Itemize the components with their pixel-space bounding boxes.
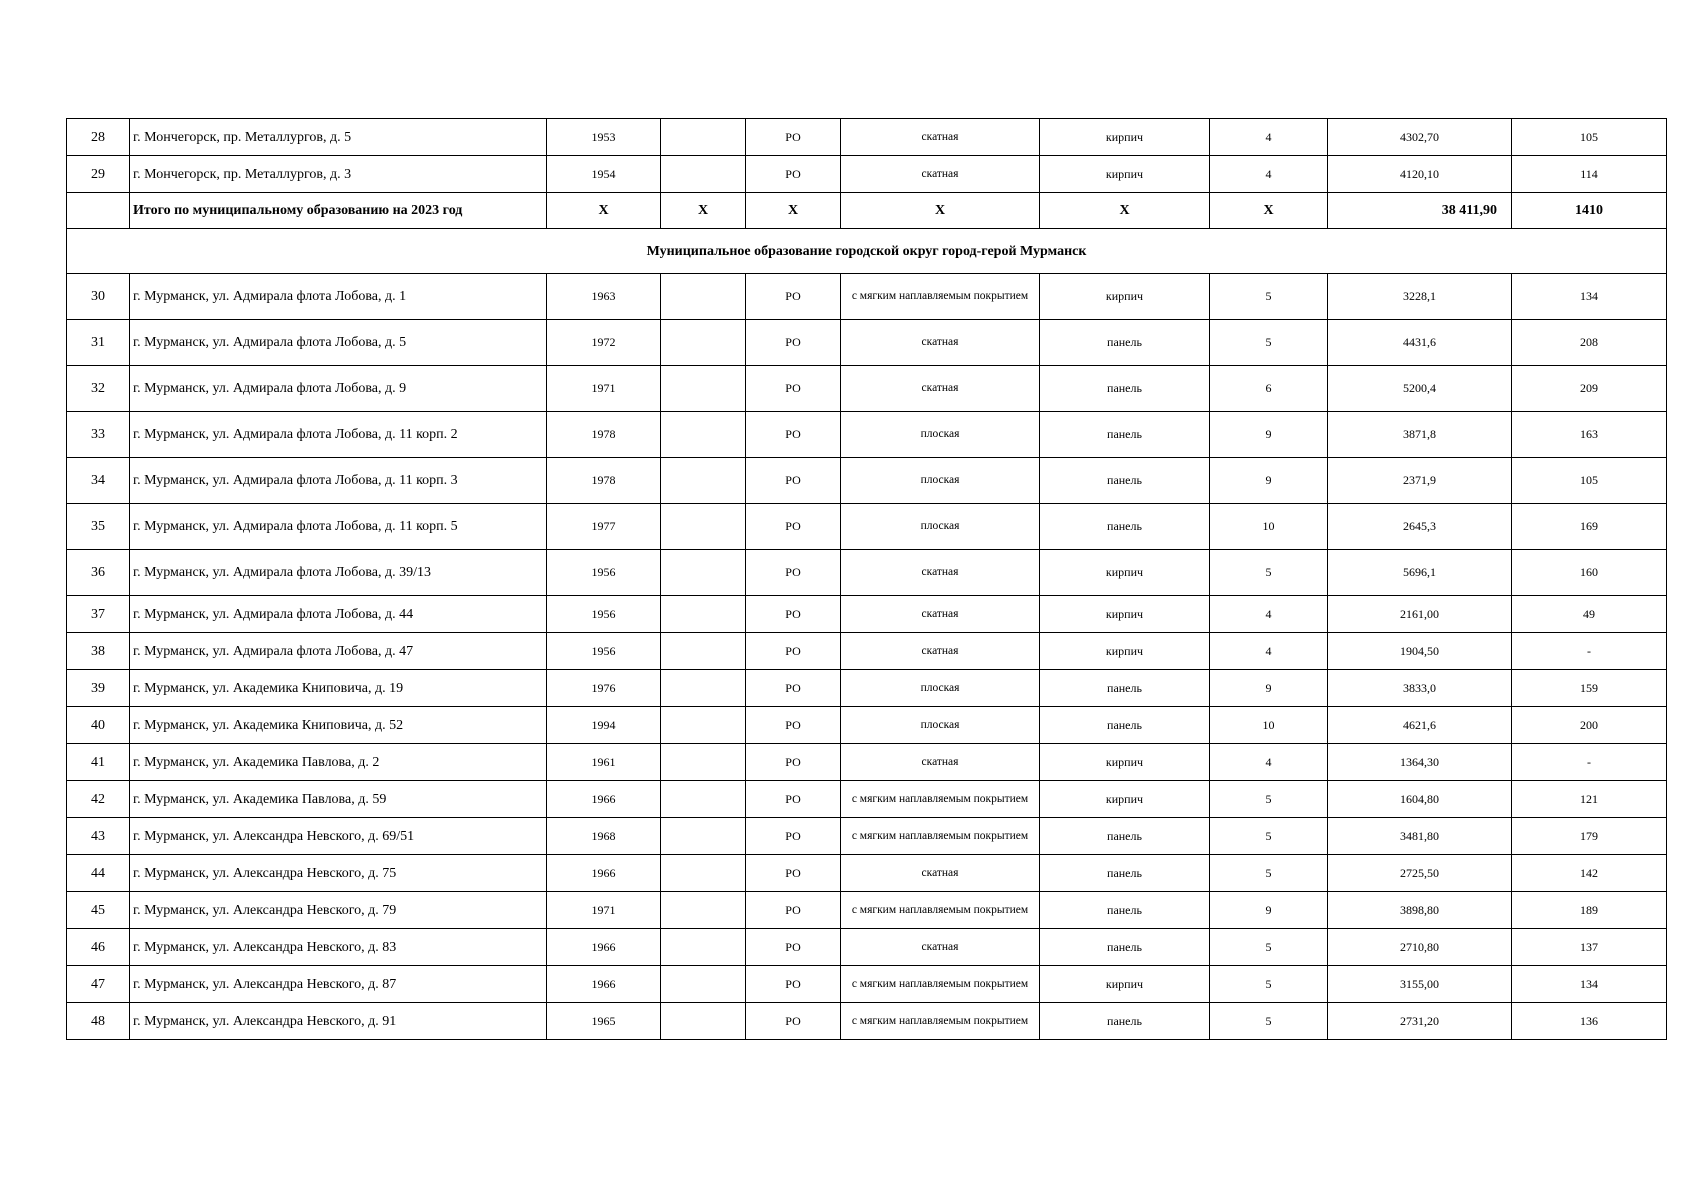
row-number: 35: [67, 504, 130, 550]
total-x-mark: X: [1040, 193, 1210, 229]
table-row: [67, 412, 1667, 458]
area-cell: 2725,50: [1328, 855, 1512, 892]
row-number: 45: [67, 892, 130, 929]
row-number: 33: [67, 412, 130, 458]
material-cell: кирпич: [1040, 596, 1210, 633]
ro-cell: РО: [746, 550, 841, 596]
blank-cell: [661, 744, 746, 781]
main-rows: [67, 274, 1667, 1040]
table-row: [67, 320, 1667, 366]
table-row: [67, 274, 1667, 320]
material-cell: панель: [1040, 818, 1210, 855]
area-cell: 3898,80: [1328, 892, 1512, 929]
roof-cell: плоская: [841, 504, 1040, 550]
residents-cell: 49: [1512, 596, 1667, 633]
address-cell: г. Мурманск, ул. Александра Невского, д. 87: [130, 966, 547, 1003]
material-cell: панель: [1040, 320, 1210, 366]
floors-cell: 6: [1210, 366, 1328, 412]
area-cell: 4431,6: [1328, 320, 1512, 366]
blank-cell: [661, 320, 746, 366]
roof-cell: скатная: [841, 366, 1040, 412]
area-cell: 5696,1: [1328, 550, 1512, 596]
row-number: 38: [67, 633, 130, 670]
table-row: [67, 1003, 1667, 1040]
floors-cell: 4: [1210, 596, 1328, 633]
ro-cell: РО: [746, 707, 841, 744]
blank-cell: [661, 855, 746, 892]
total-number-cell: [67, 193, 130, 229]
area-cell: 3871,8: [1328, 412, 1512, 458]
table-row: [67, 458, 1667, 504]
ro-cell: РО: [746, 274, 841, 320]
address-cell: г. Мурманск, ул. Александра Невского, д. 79: [130, 892, 547, 929]
year-cell: 1966: [547, 855, 661, 892]
total-x-mark: X: [661, 193, 746, 229]
area-cell: 4302,70: [1328, 119, 1512, 156]
row-number: 43: [67, 818, 130, 855]
residents-cell: 137: [1512, 929, 1667, 966]
residents-cell: 200: [1512, 707, 1667, 744]
ro-cell: РО: [746, 781, 841, 818]
address-cell: г. Мурманск, ул. Адмирала флота Лобова, д. 9: [130, 366, 547, 412]
ro-cell: РО: [746, 596, 841, 633]
material-cell: панель: [1040, 670, 1210, 707]
address-cell: г. Мурманск, ул. Адмирала флота Лобова, д. 5: [130, 320, 547, 366]
row-number: 32: [67, 366, 130, 412]
material-cell: панель: [1040, 892, 1210, 929]
residents-cell: 209: [1512, 366, 1667, 412]
area-cell: 2371,9: [1328, 458, 1512, 504]
material-cell: кирпич: [1040, 119, 1210, 156]
address-cell: г. Мурманск, ул. Адмирала флота Лобова, д. 44: [130, 596, 547, 633]
address-cell: г. Мурманск, ул. Александра Невского, д. 69/51: [130, 818, 547, 855]
ro-cell: РО: [746, 670, 841, 707]
ro-cell: РО: [746, 855, 841, 892]
roof-cell: скатная: [841, 633, 1040, 670]
blank-cell: [661, 966, 746, 1003]
year-cell: 1956: [547, 633, 661, 670]
roof-cell: плоская: [841, 412, 1040, 458]
year-cell: 1954: [547, 156, 661, 193]
table-row: [67, 596, 1667, 633]
row-number: 39: [67, 670, 130, 707]
roof-cell: скатная: [841, 550, 1040, 596]
material-cell: панель: [1040, 855, 1210, 892]
roof-cell: с мягким наплавляемым покрытием: [841, 781, 1040, 818]
roof-cell: с мягким наплавляемым покрытием: [841, 966, 1040, 1003]
address-cell: г. Мурманск, ул. Академика Павлова, д. 2: [130, 744, 547, 781]
area-cell: 2731,20: [1328, 1003, 1512, 1040]
floors-cell: 4: [1210, 119, 1328, 156]
table-row: [67, 670, 1667, 707]
year-cell: 1978: [547, 412, 661, 458]
total-x-mark: X: [746, 193, 841, 229]
residents-cell: 134: [1512, 274, 1667, 320]
material-cell: панель: [1040, 1003, 1210, 1040]
area-cell: 1364,30: [1328, 744, 1512, 781]
roof-cell: плоская: [841, 707, 1040, 744]
address-cell: г. Мурманск, ул. Адмирала флота Лобова, д. 11 корп. 2: [130, 412, 547, 458]
material-cell: кирпич: [1040, 550, 1210, 596]
year-cell: 1994: [547, 707, 661, 744]
row-number: 40: [67, 707, 130, 744]
roof-cell: скатная: [841, 156, 1040, 193]
blank-cell: [661, 596, 746, 633]
roof-cell: скатная: [841, 596, 1040, 633]
address-cell: г. Мурманск, ул. Александра Невского, д. 83: [130, 929, 547, 966]
material-cell: кирпич: [1040, 633, 1210, 670]
floors-cell: 9: [1210, 458, 1328, 504]
blank-cell: [661, 274, 746, 320]
address-cell: г. Мурманск, ул. Адмирала флота Лобова, д. 47: [130, 633, 547, 670]
ro-cell: РО: [746, 119, 841, 156]
row-number: 29: [67, 156, 130, 193]
address-cell: г. Мурманск, ул. Александра Невского, д. 75: [130, 855, 547, 892]
floors-cell: 5: [1210, 274, 1328, 320]
floors-cell: 5: [1210, 818, 1328, 855]
total-area-sum: 38 411,90: [1328, 193, 1512, 229]
floors-cell: 5: [1210, 550, 1328, 596]
area-cell: 2645,3: [1328, 504, 1512, 550]
total-row: [67, 193, 1667, 229]
table-row: [67, 818, 1667, 855]
blank-cell: [661, 458, 746, 504]
year-cell: 1966: [547, 966, 661, 1003]
area-cell: 4621,6: [1328, 707, 1512, 744]
ro-cell: РО: [746, 818, 841, 855]
table-row: [67, 707, 1667, 744]
row-number: 36: [67, 550, 130, 596]
area-cell: 2161,00: [1328, 596, 1512, 633]
residents-cell: -: [1512, 744, 1667, 781]
address-cell: г. Мурманск, ул. Академика Павлова, д. 59: [130, 781, 547, 818]
row-number: 48: [67, 1003, 130, 1040]
ro-cell: РО: [746, 412, 841, 458]
floors-cell: 5: [1210, 855, 1328, 892]
blank-cell: [661, 929, 746, 966]
address-cell: г. Мурманск, ул. Академика Книповича, д. 19: [130, 670, 547, 707]
floors-cell: 5: [1210, 929, 1328, 966]
residents-cell: 121: [1512, 781, 1667, 818]
material-cell: кирпич: [1040, 744, 1210, 781]
residents-cell: 163: [1512, 412, 1667, 458]
residents-cell: 134: [1512, 966, 1667, 1003]
floors-cell: 9: [1210, 892, 1328, 929]
floors-cell: 5: [1210, 320, 1328, 366]
roof-cell: скатная: [841, 855, 1040, 892]
total-x-mark: X: [841, 193, 1040, 229]
table-row: [67, 156, 1667, 193]
ro-cell: РО: [746, 929, 841, 966]
ro-cell: РО: [746, 744, 841, 781]
roof-cell: с мягким наплавляемым покрытием: [841, 1003, 1040, 1040]
blank-cell: [661, 633, 746, 670]
area-cell: 4120,10: [1328, 156, 1512, 193]
housing-register-table: [66, 118, 1667, 1040]
row-number: 46: [67, 929, 130, 966]
table-row: [67, 504, 1667, 550]
area-cell: 3833,0: [1328, 670, 1512, 707]
material-cell: кирпич: [1040, 274, 1210, 320]
row-number: 30: [67, 274, 130, 320]
floors-cell: 5: [1210, 1003, 1328, 1040]
roof-cell: плоская: [841, 670, 1040, 707]
total-x-mark: X: [547, 193, 661, 229]
ro-cell: РО: [746, 458, 841, 504]
year-cell: 1977: [547, 504, 661, 550]
year-cell: 1956: [547, 550, 661, 596]
section-header-row: [67, 229, 1667, 274]
year-cell: 1961: [547, 744, 661, 781]
year-cell: 1978: [547, 458, 661, 504]
row-number: 44: [67, 855, 130, 892]
address-cell: г. Мурманск, ул. Адмирала флота Лобова, д. 11 корп. 3: [130, 458, 547, 504]
roof-cell: скатная: [841, 744, 1040, 781]
address-cell: г. Мурманск, ул. Александра Невского, д. 91: [130, 1003, 547, 1040]
roof-cell: скатная: [841, 119, 1040, 156]
blank-cell: [661, 1003, 746, 1040]
material-cell: панель: [1040, 458, 1210, 504]
material-cell: кирпич: [1040, 781, 1210, 818]
blank-cell: [661, 707, 746, 744]
residents-cell: 160: [1512, 550, 1667, 596]
address-cell: г. Мончегорск, пр. Металлургов, д. 3: [130, 156, 547, 193]
row-number: 41: [67, 744, 130, 781]
material-cell: панель: [1040, 504, 1210, 550]
material-cell: панель: [1040, 707, 1210, 744]
area-cell: 1604,80: [1328, 781, 1512, 818]
year-cell: 1966: [547, 929, 661, 966]
ro-cell: РО: [746, 366, 841, 412]
table-row: [67, 744, 1667, 781]
area-cell: 1904,50: [1328, 633, 1512, 670]
roof-cell: с мягким наплавляемым покрытием: [841, 818, 1040, 855]
floors-cell: 5: [1210, 966, 1328, 1003]
floors-cell: 10: [1210, 707, 1328, 744]
year-cell: 1953: [547, 119, 661, 156]
year-cell: 1972: [547, 320, 661, 366]
year-cell: 1963: [547, 274, 661, 320]
residents-cell: 169: [1512, 504, 1667, 550]
material-cell: панель: [1040, 929, 1210, 966]
blank-cell: [661, 670, 746, 707]
floors-cell: 9: [1210, 670, 1328, 707]
total-residents-sum: 1410: [1512, 193, 1667, 229]
total-label: Итого по муниципальному образованию на 2023 год: [130, 193, 547, 229]
blank-cell: [661, 550, 746, 596]
blank-cell: [661, 818, 746, 855]
floors-cell: 4: [1210, 156, 1328, 193]
floors-cell: 5: [1210, 781, 1328, 818]
table-row: [67, 119, 1667, 156]
table-row: [67, 781, 1667, 818]
address-cell: г. Мурманск, ул. Адмирала флота Лобова, д. 1: [130, 274, 547, 320]
table-row: [67, 929, 1667, 966]
ro-cell: РО: [746, 320, 841, 366]
total-x-mark: X: [1210, 193, 1328, 229]
residents-cell: -: [1512, 633, 1667, 670]
area-cell: 3155,00: [1328, 966, 1512, 1003]
year-cell: 1956: [547, 596, 661, 633]
residents-cell: 189: [1512, 892, 1667, 929]
row-number: 31: [67, 320, 130, 366]
table-row: [67, 966, 1667, 1003]
ro-cell: РО: [746, 504, 841, 550]
ro-cell: РО: [746, 156, 841, 193]
ro-cell: РО: [746, 892, 841, 929]
address-cell: г. Мурманск, ул. Адмирала флота Лобова, д. 11 корп. 5: [130, 504, 547, 550]
material-cell: кирпич: [1040, 966, 1210, 1003]
area-cell: 3481,80: [1328, 818, 1512, 855]
address-cell: г. Мурманск, ул. Академика Книповича, д. 52: [130, 707, 547, 744]
residents-cell: 208: [1512, 320, 1667, 366]
floors-cell: 4: [1210, 633, 1328, 670]
roof-cell: скатная: [841, 929, 1040, 966]
residents-cell: 159: [1512, 670, 1667, 707]
material-cell: панель: [1040, 366, 1210, 412]
row-number: 42: [67, 781, 130, 818]
row-number: 37: [67, 596, 130, 633]
residents-cell: 142: [1512, 855, 1667, 892]
area-cell: 3228,1: [1328, 274, 1512, 320]
blank-cell: [661, 412, 746, 458]
table-row: [67, 855, 1667, 892]
blank-cell: [661, 781, 746, 818]
year-cell: 1966: [547, 781, 661, 818]
row-number: 34: [67, 458, 130, 504]
material-cell: панель: [1040, 412, 1210, 458]
year-cell: 1971: [547, 366, 661, 412]
address-cell: г. Мурманск, ул. Адмирала флота Лобова, д. 39/13: [130, 550, 547, 596]
area-cell: 2710,80: [1328, 929, 1512, 966]
blank-cell: [661, 366, 746, 412]
ro-cell: РО: [746, 1003, 841, 1040]
roof-cell: плоская: [841, 458, 1040, 504]
residents-cell: 105: [1512, 458, 1667, 504]
address-cell: г. Мончегорск, пр. Металлургов, д. 5: [130, 119, 547, 156]
area-cell: 5200,4: [1328, 366, 1512, 412]
table-row: [67, 366, 1667, 412]
year-cell: 1968: [547, 818, 661, 855]
table-row: [67, 550, 1667, 596]
blank-cell: [661, 156, 746, 193]
ro-cell: РО: [746, 966, 841, 1003]
year-cell: 1965: [547, 1003, 661, 1040]
residents-cell: 114: [1512, 156, 1667, 193]
table-row: [67, 633, 1667, 670]
section-title: Муниципальное образование городской округ город-герой Мурманск: [67, 229, 1667, 274]
row-number: 28: [67, 119, 130, 156]
roof-cell: с мягким наплавляемым покрытием: [841, 274, 1040, 320]
table-row: [67, 892, 1667, 929]
residents-cell: 105: [1512, 119, 1667, 156]
row-number: 47: [67, 966, 130, 1003]
blank-cell: [661, 119, 746, 156]
material-cell: кирпич: [1040, 156, 1210, 193]
year-cell: 1971: [547, 892, 661, 929]
roof-cell: с мягким наплавляемым покрытием: [841, 892, 1040, 929]
year-cell: 1976: [547, 670, 661, 707]
ro-cell: РО: [746, 633, 841, 670]
floors-cell: 4: [1210, 744, 1328, 781]
floors-cell: 9: [1210, 412, 1328, 458]
blank-cell: [661, 504, 746, 550]
floors-cell: 10: [1210, 504, 1328, 550]
roof-cell: скатная: [841, 320, 1040, 366]
blank-cell: [661, 892, 746, 929]
residents-cell: 136: [1512, 1003, 1667, 1040]
residents-cell: 179: [1512, 818, 1667, 855]
